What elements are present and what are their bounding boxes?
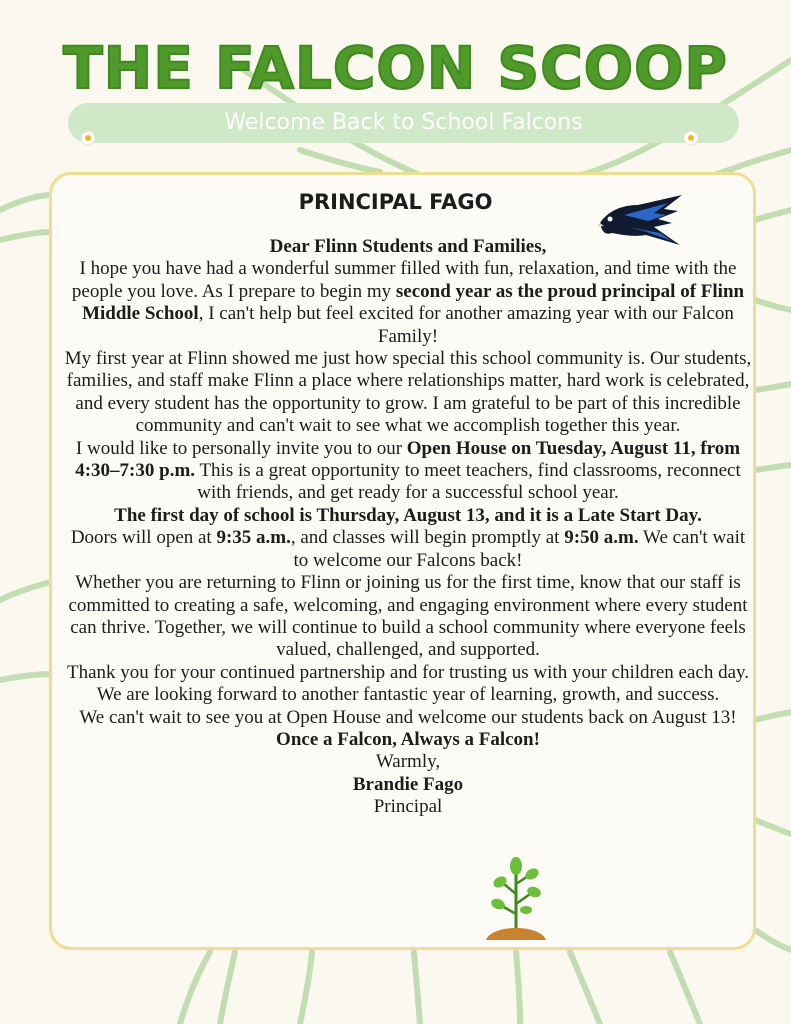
letter-paragraph-community: My first year at Flinn showed me just how special this school community is. Our students, families, and staff make Flinn a place where relationships matter, hard work is celebrated, and every student has the opportunity to grow. I am grateful to be part of this incredible community and can't wait to see what we accomplish together this year. — [64, 348, 752, 437]
letter-paragraph-staff: Whether you are returning to Flinn or joining us for the first time, know that our staff is committed to creating a safe, welcoming, and engaging environment where every student can thrive. Together, we will continue to build a school community where everyone feels valued, challenged, and supported. — [68, 572, 748, 661]
signature-title: Principal — [373, 796, 443, 818]
signature-name: Brandie Fago — [352, 773, 464, 795]
daisy-flower-icon — [80, 130, 96, 146]
letter-paragraph-intro: I hope you have had a wonderful summer filled with fun, relaxation, and time with the people you love. As I prepare to begin my second year as the proud principal of Flinn Middle School, I can't help but feel excited for another amazing year with our Falcon Family! — [71, 258, 745, 347]
open-house-highlight: Open House on Tuesday, August 11, from 4:30–7:30 p.m. — [75, 437, 741, 482]
daisy-flower-icon — [683, 130, 699, 146]
letter-closing: Warmly, — [375, 751, 441, 773]
letter-paragraph-times: Doors will open at 9:35 a.m., and classes will begin promptly at 9:50 a.m. We can't wait to welcome our Falcons back! — [70, 527, 746, 571]
welcome-banner — [68, 103, 739, 143]
school-motto: Once a Falcon, Always a Falcon! — [276, 728, 540, 750]
letter-paragraph-thanks: Thank you for your continued partnership and for trusting us with your children each day. We are looking forward to another fantastic year of learning, growth, and success. — [66, 661, 750, 706]
falcon-mascot-icon — [598, 193, 684, 253]
classes-begin-time: 9:50 a.m. — [564, 527, 639, 549]
letter-paragraph-see-you: We can't wait to see you at Open House and welcome our students back on August 13! — [79, 706, 737, 728]
second-year-highlight: second year as the proud principal of Flinn Middle School — [82, 280, 745, 325]
letter-greeting: Dear Flinn Students and Families, — [269, 236, 547, 257]
newsletter-title: THE FALCON SCOOP — [63, 34, 728, 102]
doors-open-time: 9:35 a.m. — [216, 527, 291, 549]
first-day-highlight: The first day of school is Thursday, August 13, and it is a Late Start Day. — [114, 504, 702, 526]
sprout-plant-icon — [484, 854, 548, 942]
welcome-banner-text: Welcome Back to School Falcons — [224, 110, 583, 135]
principal-letter — [64, 236, 752, 819]
letter-paragraph-open-house: I would like to personally invite you to our Open House on Tuesday, August 11, from 4:30–7:30 p.m. This is a great opportunity to meet teachers, find classrooms, reconnect with friends, and get ready for a successful school year. — [75, 437, 741, 504]
principal-heading: PRINCIPAL FAGO — [298, 190, 493, 214]
